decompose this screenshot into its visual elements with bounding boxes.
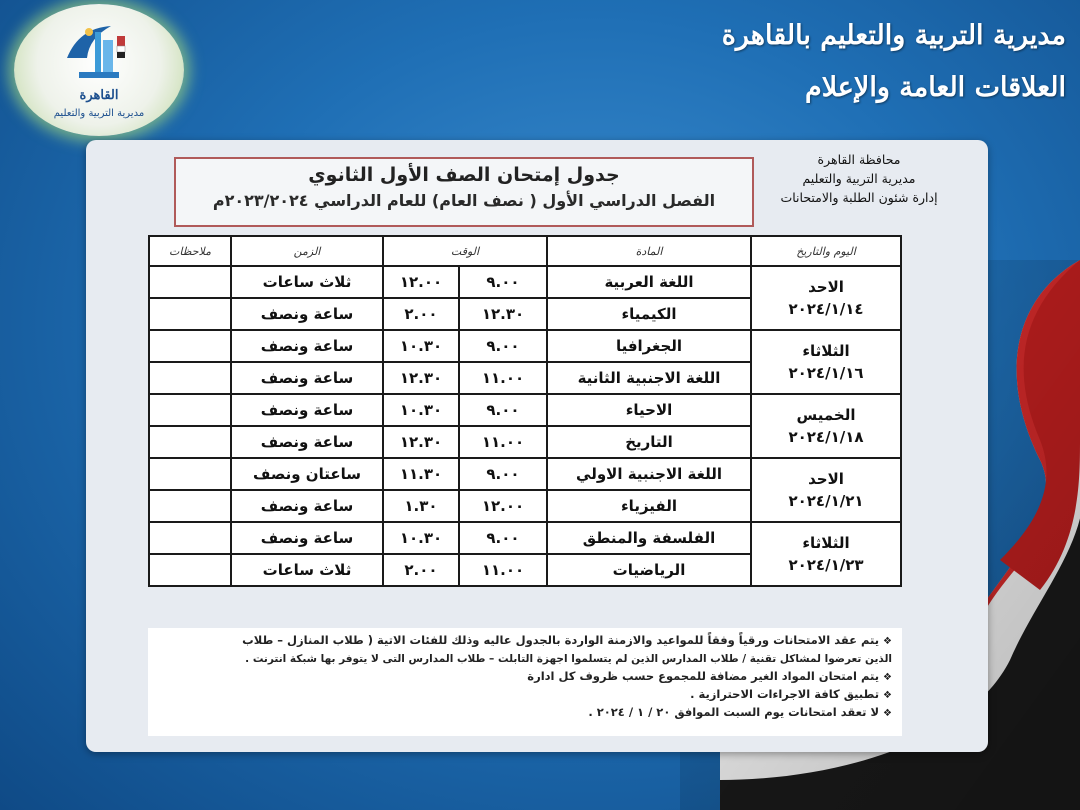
duration-cell: ساعة ونصف	[232, 363, 382, 393]
subject-cell: اللغة الاجنبية الثانية	[548, 363, 750, 393]
time-to-cell: ١٠.٣٠	[384, 395, 458, 425]
day-date-cell	[752, 459, 900, 521]
notes-cell	[150, 555, 230, 585]
title-box	[174, 157, 754, 227]
day-name: الاحد	[808, 470, 844, 488]
note-text: الذين تعرضوا لمشاكل تقنية / طلاب المدارس الذين لم يتسلموا اجهزة التابلت – طلاب المدارس التى لا يتوفر بها شبكة انترنت .	[245, 653, 892, 665]
time-from-cell: ٩.٠٠	[460, 459, 546, 489]
notes-box	[148, 628, 902, 736]
table-row	[150, 267, 900, 297]
subject-cell: الاحياء	[548, 395, 750, 425]
note-item	[156, 704, 892, 722]
time-to-cell: ٢.٠٠	[384, 299, 458, 329]
time-from-cell: ١٢.٠٠	[460, 491, 546, 521]
bullet-star-icon: ❖	[883, 636, 892, 647]
duration-cell: ساعة ونصف	[232, 331, 382, 361]
header-time: الوقت	[384, 237, 546, 265]
note-item	[156, 632, 892, 650]
schedule-title: جدول إمتحان الصف الأول الثانوي	[308, 164, 620, 186]
header-directorate: مديرية التربية والتعليم بالقاهرة	[721, 20, 1066, 51]
notes-cell	[150, 459, 230, 489]
subject-cell: الفيزياء	[548, 491, 750, 521]
header-notes: ملاحظات	[150, 237, 230, 265]
subject-cell: الفلسفة والمنطق	[548, 523, 750, 553]
note-text: يتم امتحان المواد الغير مضافة للمجموع حسب ظروف كل ادارة	[527, 669, 880, 683]
day-date-cell	[752, 395, 900, 457]
subject-cell: اللغة الاجنبية الاولي	[548, 459, 750, 489]
time-to-cell: ١٢.٠٠	[384, 267, 458, 297]
duration-cell: ساعة ونصف	[232, 491, 382, 521]
time-to-cell: ١١.٣٠	[384, 459, 458, 489]
table-row	[150, 523, 900, 553]
schedule-subtitle: الفصل الدراسي الأول ( نصف العام) للعام الدراسي ٢٠٢٣/٢٠٢٤م	[212, 191, 716, 210]
directorate-label: مديرية التربية والتعليم	[802, 171, 916, 186]
exam-date: ٢٠٢٤/١/٢١	[788, 492, 864, 510]
exam-date: ٢٠٢٤/١/١٦	[788, 364, 864, 382]
duration-cell: ساعة ونصف	[232, 299, 382, 329]
time-to-cell: ١٢.٣٠	[384, 363, 458, 393]
note-item	[156, 650, 892, 668]
time-from-cell: ٩.٠٠	[460, 331, 546, 361]
day-name: الخميس	[796, 406, 856, 424]
time-to-cell: ٢.٠٠	[384, 555, 458, 585]
logo-subtitle: مديرية التربية والتعليم	[53, 108, 145, 119]
table-body	[150, 267, 900, 585]
time-from-cell: ١١.٠٠	[460, 427, 546, 457]
duration-cell: ساعة ونصف	[232, 523, 382, 553]
students-affairs-label: إدارة شئون الطلبة والامتحانات	[780, 190, 938, 205]
header-subject: المادة	[548, 237, 750, 265]
note-text: تطبيق كافة الاجراءات الاحترازية .	[690, 687, 880, 701]
table-row	[150, 459, 900, 489]
time-from-cell: ١٢.٣٠	[460, 299, 546, 329]
cairo-tower-emblem-icon	[59, 18, 139, 90]
note-text: يتم عقد الامتحانات ورقياً وفقاً للمواعيد والازمنة الواردة بالجدول عاليه وذلك للفئات الاتية ( طلاب المنازل – طلاب	[242, 633, 880, 647]
note-text: لا تعقد امتحانات يوم السبت الموافق ٢٠ / ١ / ٢٠٢٤ .	[588, 705, 880, 719]
subject-cell: التاريخ	[548, 427, 750, 457]
duration-cell: ساعة ونصف	[232, 395, 382, 425]
day-name: الثلاثاء	[802, 534, 850, 552]
time-from-cell: ١١.٠٠	[460, 555, 546, 585]
notes-cell	[150, 331, 230, 361]
subject-cell: الرياضيات	[548, 555, 750, 585]
notes-cell	[150, 427, 230, 457]
subject-cell: الكيمياء	[548, 299, 750, 329]
duration-cell: ثلاث ساعات	[232, 267, 382, 297]
governorate-label: محافظة القاهرة	[817, 152, 901, 167]
duration-cell: ثلاث ساعات	[232, 555, 382, 585]
notes-cell	[150, 299, 230, 329]
note-item	[156, 668, 892, 686]
duration-cell: ساعة ونصف	[232, 427, 382, 457]
header-duration: الزمن	[232, 237, 382, 265]
day-date-cell	[752, 523, 900, 585]
bullet-star-icon: ❖	[883, 672, 892, 683]
notes-cell	[150, 491, 230, 521]
bullet-star-icon: ❖	[883, 708, 892, 719]
notes-cell	[150, 523, 230, 553]
logo-name: القاهرة	[79, 88, 119, 103]
department-block	[744, 150, 974, 207]
time-from-cell: ١١.٠٠	[460, 363, 546, 393]
note-item	[156, 686, 892, 704]
day-name: الثلاثاء	[802, 342, 850, 360]
header-pr-media: العلاقات العامة والإعلام	[804, 72, 1066, 103]
time-to-cell: ١٠.٣٠	[384, 331, 458, 361]
exam-date: ٢٠٢٤/١/١٤	[788, 300, 864, 318]
time-from-cell: ٩.٠٠	[460, 523, 546, 553]
duration-cell: ساعتان ونصف	[232, 459, 382, 489]
notes-cell	[150, 267, 230, 297]
time-from-cell: ٩.٠٠	[460, 395, 546, 425]
table-header-row	[150, 237, 900, 265]
subject-cell: اللغة العربية	[548, 267, 750, 297]
day-date-cell	[752, 267, 900, 329]
time-to-cell: ١٠.٣٠	[384, 523, 458, 553]
time-from-cell: ٩.٠٠	[460, 267, 546, 297]
notes-cell	[150, 395, 230, 425]
table-row	[150, 331, 900, 361]
header-day-date: اليوم والتاريخ	[752, 237, 900, 265]
time-to-cell: ١٢.٣٠	[384, 427, 458, 457]
table-row	[150, 395, 900, 425]
day-name: الاحد	[808, 278, 844, 296]
bullet-star-icon: ❖	[883, 690, 892, 701]
notes-cell	[150, 363, 230, 393]
day-date-cell	[752, 331, 900, 393]
exam-date: ٢٠٢٤/١/٢٣	[788, 556, 864, 574]
cairo-directorate-logo	[14, 4, 184, 136]
exam-date: ٢٠٢٤/١/١٨	[788, 428, 864, 446]
exam-schedule-table	[148, 235, 902, 587]
time-to-cell: ١.٣٠	[384, 491, 458, 521]
subject-cell: الجغرافيا	[548, 331, 750, 361]
exam-schedule-document	[86, 140, 988, 752]
